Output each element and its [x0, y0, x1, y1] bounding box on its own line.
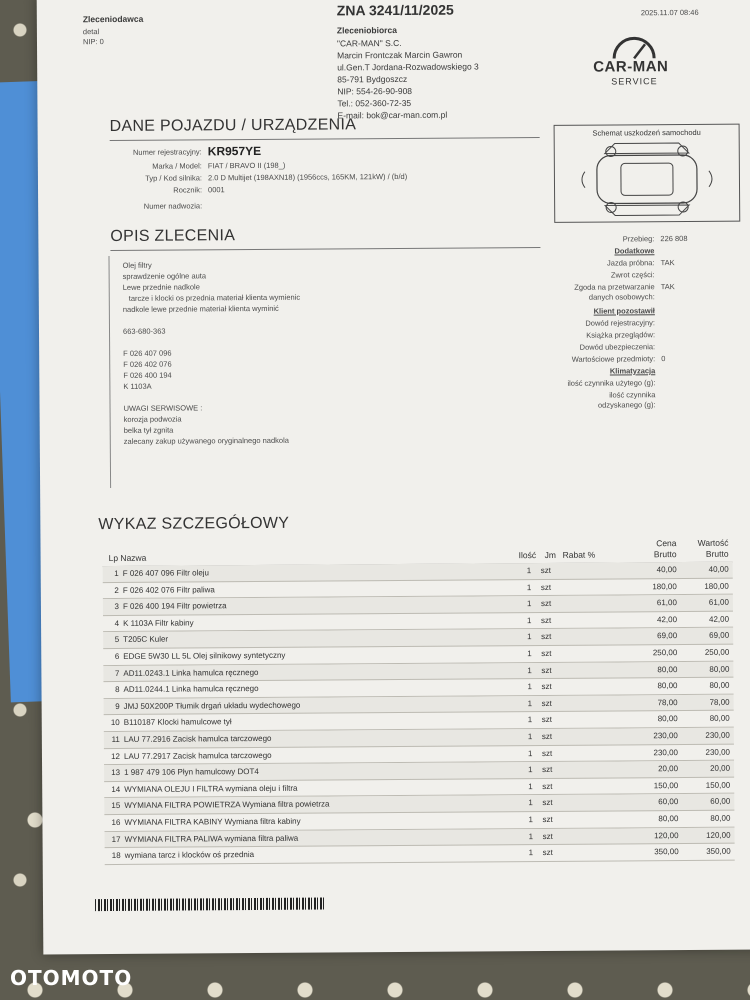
order-number: ZNA 3241/11/2025 — [336, 1, 454, 19]
row-value: 61,00 — [708, 597, 729, 608]
row-price: 60,00 — [658, 797, 679, 807]
row-value: 80,00 — [709, 680, 730, 691]
row-qty: 1 — [526, 599, 532, 609]
col-value-2: Brutto — [705, 548, 729, 559]
description-line: F 026 402 076 — [123, 359, 172, 369]
row-qty: 1 — [527, 632, 532, 642]
row-qty: 1 — [526, 566, 532, 576]
row-price: 180,00 — [652, 581, 677, 591]
row-qty: 1 — [528, 814, 533, 825]
row-value: 250,00 — [704, 647, 730, 657]
row-value: 180,00 — [704, 581, 729, 591]
dodatkowe-label: Dodatkowe — [614, 246, 655, 256]
row-name: WYMIANA FILTRA KABINY Wymiana filtra kabiny — [124, 816, 301, 827]
divider — [110, 137, 540, 141]
row-name: F 026 402 076 Filtr paliwa — [122, 584, 215, 595]
row-value: 120,00 — [706, 830, 731, 840]
order-datetime: 2025.11.07 08:46 — [640, 7, 699, 18]
zleceniodawca-label: Zleceniodawca — [82, 13, 144, 25]
row-lp: 7 — [114, 668, 120, 678]
zleceniobiorca-label: Zleceniobiorca — [336, 25, 397, 36]
description-line: zalecany zakup używanego oryginalnego nadkola — [123, 435, 289, 446]
row-unit: szt — [541, 615, 552, 625]
description-line: tarcze i klocki os przednia materiał klienta wymienic — [128, 292, 301, 303]
consent-value: TAK — [660, 282, 675, 292]
row-qty: 1 — [527, 715, 533, 725]
row-name: K 1103A Filtr kabiny — [123, 618, 194, 628]
row-qty: 1 — [527, 665, 532, 675]
year-value: 0001 — [207, 185, 225, 195]
row-price: 230,00 — [653, 731, 678, 741]
details-section-title: WYKAZ SZCZEGÓŁOWY — [98, 514, 290, 534]
row-name: B110187 Klocki hamulcowe tył — [123, 717, 232, 728]
row-price: 40,00 — [656, 565, 677, 575]
description-line: UWAGI SERWISOWE : — [123, 403, 203, 413]
row-value: 78,00 — [709, 697, 730, 707]
row-unit: szt — [541, 632, 552, 642]
row-value: 20,00 — [710, 763, 731, 773]
row-qty: 1 — [528, 798, 533, 808]
klima-rec-label-2: odzyskanego (g): — [597, 400, 656, 410]
consent-label-2: danych osobowych: — [588, 292, 655, 302]
row-value: 80,00 — [710, 813, 731, 823]
row-price: 120,00 — [654, 830, 679, 840]
klima-used-label: ilość czynnika użytego (g): — [567, 378, 656, 388]
row-qty: 1 — [527, 615, 532, 625]
gauge-icon — [589, 32, 679, 61]
row-lp: 11 — [111, 734, 120, 744]
row-name: AD11.0243.1 Linka hamulca ręcznego — [123, 667, 259, 678]
row-value: 80,00 — [709, 714, 730, 724]
row-unit: szt — [541, 648, 552, 658]
row-value: 40,00 — [708, 564, 729, 574]
row-qty: 1 — [527, 698, 533, 708]
row-lp: 4 — [114, 618, 120, 628]
row-value: 150,00 — [705, 780, 731, 790]
row-price: 80,00 — [657, 714, 678, 724]
row-qty: 1 — [528, 831, 534, 841]
row-qty: 1 — [526, 582, 532, 592]
description-line: K 1103A — [123, 381, 152, 391]
row-unit: szt — [541, 682, 552, 692]
row-lp: 9 — [115, 701, 120, 711]
row-value: 230,00 — [705, 747, 730, 757]
description-line: F 026 407 096 — [123, 348, 172, 358]
zleceniodawca-name: detal — [82, 27, 100, 37]
year-label: Rocznik: — [173, 185, 203, 195]
row-name: LAU 77.2917 Zacisk hamulca tarczowego — [123, 750, 272, 761]
contractor-line: E-mail: bok@car-man.com.pl — [337, 109, 448, 121]
table-row — [105, 844, 735, 865]
ksiazka-label: Książka przeglądów: — [586, 330, 656, 340]
row-unit: szt — [541, 731, 553, 741]
row-lp: 13 — [111, 768, 121, 778]
contractor-line: Tel.: 052-360-72-35 — [337, 97, 412, 109]
wartosc-value: 0 — [661, 354, 666, 364]
row-unit: szt — [540, 582, 552, 592]
details-table — [103, 562, 735, 865]
row-name: WYMIANA OLEJU I FILTRA wymiana oleju i filtra — [124, 783, 298, 794]
row-unit: szt — [542, 831, 553, 841]
row-value: 69,00 — [709, 631, 730, 641]
row-price: 20,00 — [658, 764, 679, 774]
consent-label-1: Zgoda na przetwarzanie — [574, 282, 655, 292]
description-line: sprawdzenie ogólne auta — [122, 271, 207, 281]
row-value: 350,00 — [706, 846, 731, 856]
test-drive-label: Jazda próbna: — [606, 258, 655, 268]
col-unit: Jm — [544, 549, 556, 560]
description-line: korozja podwozia — [123, 414, 182, 424]
row-lp: 18 — [111, 851, 121, 861]
row-name: JMJ 50X200P Tłumik drgań układu wydechowego — [123, 700, 301, 711]
row-lp: 17 — [111, 834, 121, 844]
divider — [110, 247, 540, 251]
contractor-line: Marcin Frontczak Marcin Gawron — [337, 49, 463, 61]
contractor-line: ul.Gen.T Jordana-Rozwadowskiego 3 — [337, 61, 479, 73]
row-name: F 026 400 194 Filtr powietrza — [122, 601, 227, 612]
row-price: 42,00 — [656, 614, 678, 624]
car-outline-icon — [575, 141, 720, 218]
zleceniodawca-nip: NIP: 0 — [82, 37, 104, 47]
row-lp: 15 — [111, 801, 121, 811]
row-price: 80,00 — [657, 681, 678, 691]
divider — [108, 256, 111, 488]
row-lp: 12 — [111, 751, 121, 761]
row-name: AD11.0244.1 Linka hamulca ręcznego — [123, 684, 259, 695]
klima-rec-label-1: ilość czynnika — [609, 390, 656, 400]
service-order-document — [37, 0, 750, 955]
description-line: belka tył zgnita — [123, 425, 174, 435]
row-price: 230,00 — [653, 747, 678, 757]
logo-main-text: CAR-MAN — [593, 58, 669, 76]
parts-return-label: Zwrot części: — [610, 270, 655, 280]
col-discount: Rabat % — [562, 549, 596, 560]
row-price: 350,00 — [654, 847, 679, 857]
vehicle-section-title: DANE POJAZDU / URZĄDZENIA — [109, 116, 357, 136]
row-name: 1 987 479 106 Płyn hamulcowy DOT4 — [124, 767, 259, 778]
order-description-text — [123, 259, 302, 447]
damage-scheme-title: Schemat uszkodzeń samochodu — [592, 127, 701, 138]
row-lp: 1 — [114, 568, 119, 578]
row-price: 78,00 — [657, 697, 678, 707]
row-name: WYMIANA FILTRA POWIETRZA Wymiana filtra powietrza — [124, 799, 330, 811]
row-price: 69,00 — [657, 631, 678, 641]
row-lp: 2 — [114, 585, 119, 595]
contractor-line: NIP: 554-26-90-908 — [337, 85, 413, 97]
row-unit: szt — [541, 748, 553, 758]
row-price: 80,00 — [657, 664, 678, 674]
row-lp: 16 — [111, 817, 121, 827]
body-label: Numer nadwozia: — [143, 201, 203, 211]
description-line: nadkole lewe przednie materiał klienta wyminić — [122, 303, 279, 314]
barcode — [95, 898, 325, 912]
description-line: Olej filtry — [122, 260, 152, 270]
row-value: 230,00 — [705, 730, 730, 740]
row-lp: 5 — [114, 635, 120, 645]
row-qty: 1 — [528, 848, 534, 858]
row-price: 61,00 — [656, 598, 677, 608]
row-price: 150,00 — [653, 780, 679, 790]
row-name: F 026 407 096 Filtr oleju — [122, 568, 210, 578]
contractor-line: 85-791 Bydgoszcz — [337, 73, 408, 85]
description-line: 663-680-363 — [122, 326, 166, 336]
type-label: Typ / Kod silnika: — [145, 173, 202, 183]
col-value-1: Wartość — [697, 537, 729, 548]
row-value: 60,00 — [710, 797, 731, 807]
row-name: WYMIANA FILTRA PALIWA wymiana filtra paliwa — [124, 833, 299, 844]
row-qty: 1 — [527, 748, 533, 758]
car-man-logo — [589, 32, 679, 93]
row-unit: szt — [541, 715, 552, 725]
dowod-label: Dowód rejestracyjny: — [585, 318, 655, 328]
wartosc-label: Wartościowe przedmioty: — [571, 354, 656, 364]
col-price-1: Cena — [656, 538, 677, 549]
mileage-value: 226 808 — [660, 233, 688, 244]
col-qty: Ilość — [518, 550, 537, 561]
row-unit: szt — [542, 814, 553, 824]
row-unit: szt — [542, 765, 553, 775]
row-lp: 6 — [114, 651, 120, 661]
logo-sub-text: SERVICE — [611, 76, 658, 87]
row-unit: szt — [540, 599, 552, 609]
row-price: 80,00 — [658, 813, 679, 824]
row-unit: szt — [541, 698, 552, 708]
row-name: T205C Kuler — [123, 634, 169, 645]
contractor-line: "CAR-MAN" S.C. — [336, 37, 402, 49]
row-unit: szt — [542, 848, 553, 858]
row-unit: szt — [542, 798, 553, 808]
row-qty: 1 — [528, 781, 533, 791]
make-label: Marka / Model: — [152, 161, 202, 171]
row-lp: 14 — [111, 784, 121, 794]
row-qty: 1 — [528, 765, 533, 775]
order-description-title: OPIS ZLECENIA — [110, 227, 236, 246]
row-unit: szt — [540, 565, 551, 576]
row-unit: szt — [542, 781, 553, 791]
row-name: wymiana tarcz i klocków oś przednia — [124, 850, 255, 861]
row-qty: 1 — [527, 649, 532, 659]
ubezp-label: Dowód ubezpieczenia: — [579, 342, 656, 352]
row-qty: 1 — [527, 732, 533, 742]
make-value: FIAT / BRAVO II (198_) — [207, 160, 286, 171]
col-price-2: Brutto — [653, 549, 677, 560]
row-value: 42,00 — [708, 614, 730, 624]
row-price: 250,00 — [652, 648, 678, 658]
row-lp: 3 — [114, 602, 119, 612]
type-value: 2.0 D Multijet (198AXN18) (1956ccs, 165KM, 121kW) / (b/d) — [207, 171, 408, 183]
description-line: F 026 400 194 — [123, 370, 172, 380]
row-value: 80,00 — [709, 664, 730, 674]
row-qty: 1 — [527, 682, 532, 692]
row-lp: 8 — [115, 685, 120, 695]
reg-label: Numer rejestracyjny: — [132, 147, 202, 157]
test-drive-value: TAK — [660, 258, 675, 268]
reg-value: KR957YE — [207, 143, 262, 159]
row-name: EDGE 5W30 LL 5L Olej silnikowy syntetyczny — [123, 650, 286, 661]
col-lp-name: Lp Nazwa — [108, 552, 147, 564]
description-line: Lewe przednie nadkole — [122, 282, 200, 292]
klient-label: Klient pozostawił — [593, 306, 655, 316]
row-unit: szt — [541, 665, 552, 675]
damage-scheme-box — [554, 124, 741, 223]
row-name: LAU 77.2916 Zacisk hamulca tarczowego — [123, 733, 272, 744]
mileage-label: Przebieg: — [622, 234, 655, 244]
klima-label: Klimatyzacja — [609, 366, 656, 376]
row-lp: 10 — [110, 718, 120, 728]
otomoto-watermark: OTOMOTO — [10, 966, 133, 990]
